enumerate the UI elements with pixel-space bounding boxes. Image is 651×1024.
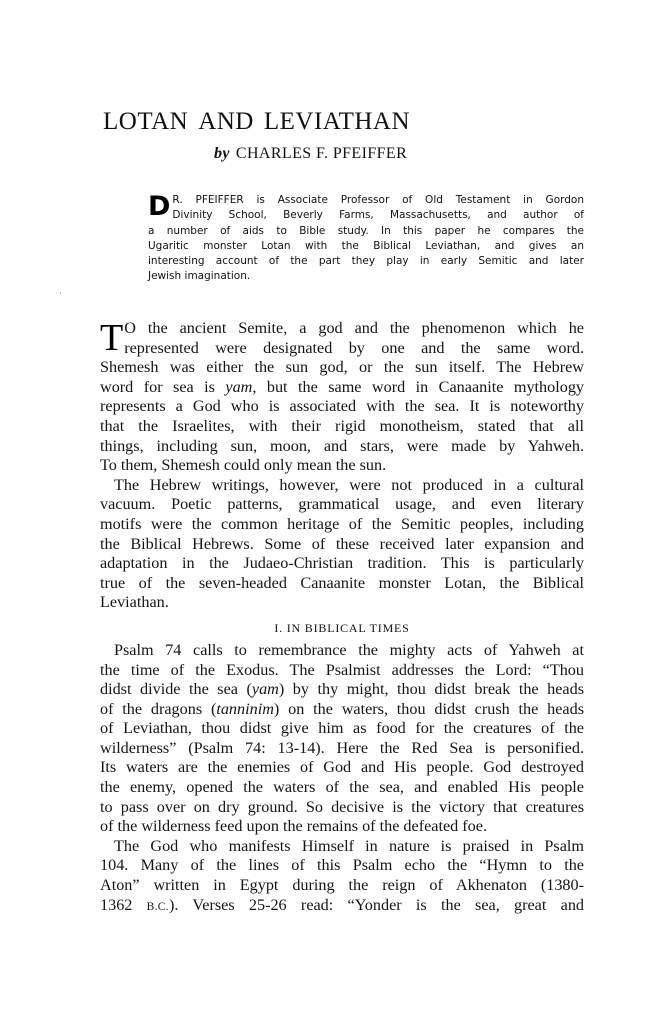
section-paragraph-2	[100, 837, 584, 915]
author-byline	[214, 145, 407, 163]
byline-prefix: by	[214, 145, 230, 162]
text-line: represents a God who is associated with the sea. It is noteworthy	[100, 397, 584, 416]
text-line: O the ancient Semite, a god and the phenomenon which he	[124, 319, 584, 337]
italic-term: yam	[251, 680, 279, 699]
title-word: LEVIATHAN	[263, 108, 411, 135]
author-name: CHARLES F. PFEIFFER	[235, 145, 408, 162]
abstract-line: R. PFEIFFER is Associate Professor of Old Testament in Gordon	[172, 194, 584, 206]
text-line: Shemesh was either the sun god, or the sun itself. The Hebrew	[100, 358, 584, 377]
text-line: that the Israelites, with their rigid monotheism, stated that all	[100, 416, 584, 435]
text-line: the Biblical Hebrews. Some of these received later expansion and	[100, 534, 584, 553]
text-line: The God who manifests Himself in nature is praised in Psalm	[114, 836, 584, 855]
text-line: Leviathan.	[100, 593, 169, 612]
article-body	[100, 319, 584, 915]
text-line: 1362 B.C.). Verses 25-26 read: “Yonder is the sea, great and	[100, 895, 585, 914]
text-line: true of the seven-headed Canaanite monster Lotan, the Biblical	[100, 573, 584, 592]
section-heading: I. IN BIBLICAL TIMES	[274, 620, 410, 635]
text-line: adaptation in the Judaeo-Christian tradition. This is particularly	[100, 554, 584, 573]
italic-term: tanninim	[216, 699, 274, 718]
text-line: of Leviathan, thou didst give him as food for the creatures of the	[100, 719, 584, 738]
text-line: the time of the Exodus. The Psalmist addresses the Lord: “Thou	[100, 660, 584, 679]
text-line: 104. Many of the lines of this Psalm echo the “Hymn to the	[100, 856, 584, 875]
body-drop-cap: T	[100, 317, 124, 359]
text-line: To them, Shemesh could only mean the sun.	[100, 456, 387, 475]
small-caps-era: B.C.	[146, 900, 169, 913]
intro-paragraph-1	[100, 319, 584, 476]
abstract-drop-cap: D	[148, 191, 171, 222]
abstract-line: Divinity School, Beverly Farms, Massachusetts, and author of	[172, 209, 584, 222]
italic-term: yam	[225, 377, 253, 396]
abstract-line: Ugaritic monster Lotan with the Biblical Leviathan, and gives an	[148, 239, 584, 252]
text-line: didst divide the sea (yam) by thy might, thou didst break the heads	[100, 680, 584, 699]
text-line: Aton” written in Egypt during the reign of Akhenaton (1380-	[100, 876, 584, 895]
text-line: to pass over on dry ground. So decisive is the victory that creatures	[100, 797, 584, 816]
text-line: of the wilderness feed upon the remains of the defeated foe.	[100, 817, 487, 836]
margin-mark	[60, 292, 61, 294]
text-line: vacuum. Poetic patterns, grammatical usage, and even literary	[100, 495, 584, 514]
text-line: of the dragons (tanninim) on the waters, thou didst crush the heads	[100, 699, 584, 718]
author-abstract	[148, 193, 584, 285]
text-line: Psalm 74 calls to remembrance the mighty acts of Yahweh at	[114, 640, 584, 659]
title-word: LOTAN	[103, 108, 189, 135]
abstract-line: interesting account of the part they play in early Semitic and later	[148, 255, 584, 268]
text-line: The Hebrew writings, however, were not produced in a cultural	[114, 475, 584, 494]
article-title	[103, 108, 410, 136]
abstract-line: Jewish imagination.	[148, 270, 251, 283]
section-paragraph-1	[100, 641, 584, 837]
text-line: things, including sun, moon, and stars, were made by Yahweh.	[100, 436, 584, 455]
text-line: word for sea is yam, but the same word in Canaanite mythology	[100, 377, 585, 396]
text-line: motifs were the common heritage of the Semitic peoples, including	[100, 514, 584, 533]
text-line: Its waters are the enemies of God and His people. God destroyed	[100, 758, 584, 777]
intro-paragraph-2	[100, 476, 584, 613]
text-line: wilderness” (Psalm 74: 13-14). Here the Red Sea is personified.	[100, 738, 584, 757]
abstract-line: a number of aids to Bible study. In this paper he compares the	[148, 224, 584, 237]
text-line: represented were designated by one and the same word.	[124, 338, 584, 357]
title-word: AND	[198, 108, 254, 135]
text-line: the enemy, opened the waters of the sea, and enabled His people	[100, 778, 584, 797]
